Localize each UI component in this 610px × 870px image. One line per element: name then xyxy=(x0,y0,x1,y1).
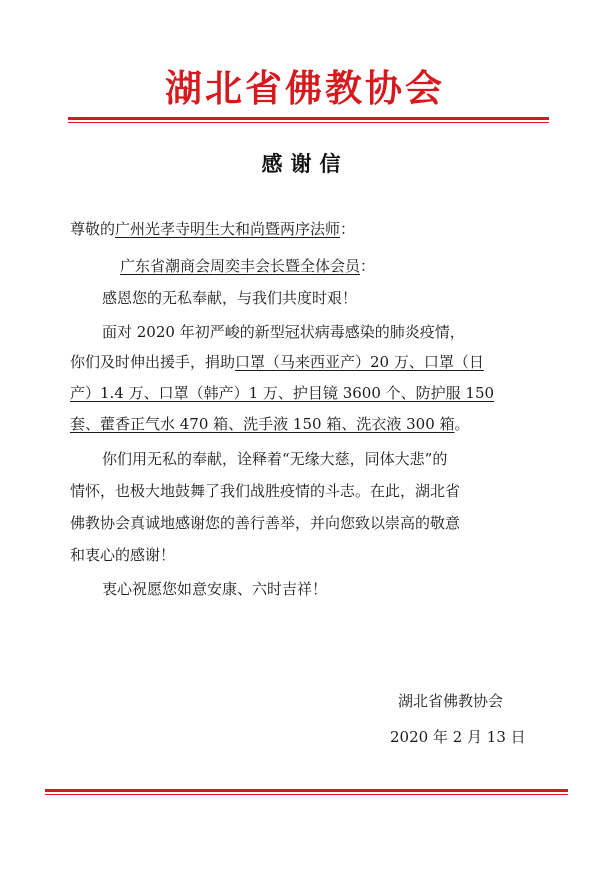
paragraph-2-line-2 xyxy=(70,352,484,372)
paragraph-3-line-2: 情怀，也极大地鼓舞了我们战胜疫情的斗志。在此，湖北省 xyxy=(70,482,461,500)
donation-list-part-3: 套、藿香正气水 470 箱、洗手液 150 箱、洗衣液 300 箱 xyxy=(70,415,455,433)
signature-org: 湖北省佛教协会 xyxy=(398,692,504,710)
divider-thick-line xyxy=(68,117,549,120)
salutation-recipient: 广州光孝寺明生大和尚暨两序法师 xyxy=(115,220,341,238)
signature-date: 2020 年 2 月 13 日 xyxy=(390,728,526,746)
paragraph-2-line-1: 面对 2020 年初严峻的新型冠状病毒感染的肺炎疫情， xyxy=(102,323,465,341)
paragraph-2-line-4 xyxy=(70,414,470,434)
paragraph-3-line-3: 佛教协会真诚地感谢您的善行善举，并向您致以崇高的敬意 xyxy=(70,514,461,532)
paragraph-2-line-2-prefix: 你们及时伸出援手，捐助 xyxy=(70,353,236,371)
paragraph-3-line-4: 和衷心的感谢！ xyxy=(70,546,176,564)
paragraph-3-line-1: 你们用无私的奉献，诠释着“无缘大慈，同体大悲”的 xyxy=(102,450,448,468)
letter-title: 感谢信 xyxy=(261,152,349,176)
paragraph-2-line-3 xyxy=(70,383,494,403)
salutation-recipient-2: 广东省潮商会周奕丰会长暨全体会员 xyxy=(120,257,361,275)
donation-list-part-1: 口罩（马来西亚产）20 万、口罩（日 xyxy=(235,353,484,371)
letterhead-title: 湖北省佛教协会 xyxy=(165,67,445,110)
divider-thin-line xyxy=(68,122,549,123)
salutation-line xyxy=(70,219,355,239)
paragraph-4: 衷心祝愿您如意安康、六时吉祥！ xyxy=(102,580,328,598)
paragraph-1: 感恩您的无私奉献，与我们共度时艰！ xyxy=(102,289,358,307)
salutation-prefix: 尊敬的 xyxy=(70,220,116,238)
salutation-line-2 xyxy=(120,256,375,276)
donation-list-period: 。 xyxy=(454,415,470,433)
footer-thin-line xyxy=(45,794,568,795)
salutation-suffix-2: ： xyxy=(360,257,376,275)
footer-divider xyxy=(45,789,568,795)
letterhead-divider xyxy=(68,117,549,123)
footer-thick-line xyxy=(45,789,568,792)
donation-list-part-2: 产）1.4 万、口罩（韩产）1 万、护目镜 3600 个、防护服 150 xyxy=(70,384,495,402)
salutation-suffix: ： xyxy=(340,220,356,238)
